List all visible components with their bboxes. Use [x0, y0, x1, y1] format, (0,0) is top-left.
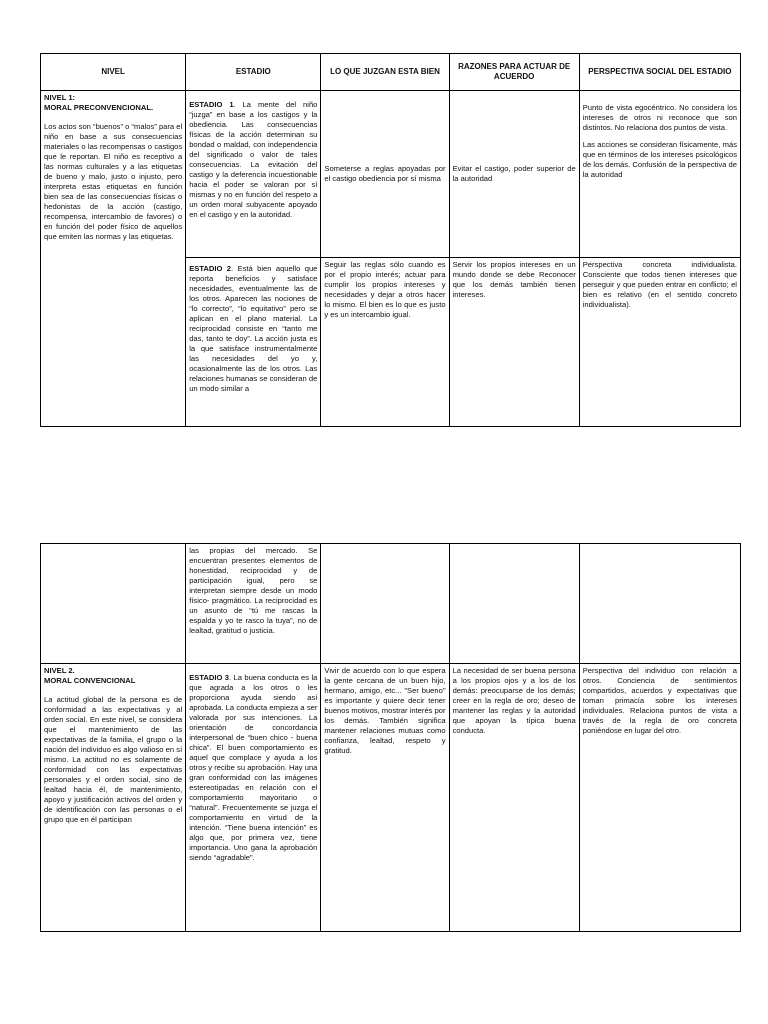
- estadio3-cell: [186, 664, 321, 932]
- estadio1-juzgan: Someterse a reglas apoyadas por el castigo obediencia por sí misma: [321, 91, 449, 258]
- estadio2-text-part1: . Está bien aquello que reporta beneficios y satisface necesidades, eventualmente las de los otros. Aparecen las nociones de “lo correcto”, “lo equitativo” pero se aplican en el plano material. La reciprocidad consiste en “tanto me das, tanto te doy”. La acción justa es la que satisface instrumentalmente las necesidades del yo y, ocasionalmente las de los otros. Las relaciones humanas se consideran de un modo similar a: [189, 264, 318, 394]
- estadio3-label: ESTADIO 3: [189, 673, 230, 682]
- header-estadio: ESTADIO: [186, 54, 321, 91]
- kohlberg-table-page1: [40, 53, 741, 427]
- nivel2-title: NIVEL 2.: [44, 666, 75, 675]
- header-nivel: NIVEL: [41, 54, 186, 91]
- nivel1-cell: [41, 91, 186, 427]
- estadio2-razones: Servir los propios intereses en un mundo donde se debe Reconocer que los demás también tienen intereses.: [449, 258, 579, 427]
- continuation-empty-juzgan: [321, 544, 449, 664]
- estadio2-juzgan: Seguir las reglas sólo cuando es por el propio interés; actuar para cumplir los propios intereses y necesidades y dejar a otros hacer lo mismo. El bien es lo que es justo y es un intercambio igual.: [321, 258, 449, 427]
- nivel1-title: NIVEL 1:: [44, 93, 76, 102]
- continuation-empty-razones: [449, 544, 579, 664]
- nivel1-description: Los actos son “buenos” o “malos” para el niño en base a sus consecuencias materiales o las recompensas o castigos que le reportan. El niño es receptivo a las normas culturales y a las etiquetas de bueno y malo, justo o injusto, pero interpreta estas etiquetas en función bien sea de las consecuencias físicas o hedonistas de la acción (castigo, recompensa, intercambio de favores) o en función del poder físico de aquellos que emiten las normas y las etiquetas.: [44, 122, 183, 242]
- estadio2-label: ESTADIO 2: [189, 264, 232, 273]
- estadio1-perspectiva: [579, 91, 740, 258]
- continuation-empty-perspectiva: [579, 544, 740, 664]
- estadio3-juzgan: Vivir de acuerdo con lo que espera la gente cercana de un buen hijo, hermano, amigo, etc... "Ser bueno" es importante y quiere decir tener buenos motivos, mostrar interés por los demás. También significa mantener relaciones mutuas como confianza, lealtad, respeto y gratitud.: [321, 664, 449, 932]
- estadio3-text: . La buena conducta es la que agrada a los otros o les proporciona ayuda siendo así aprobada. La conducta empieza a ser valorada por sus intenciones. La orientación de concordancia interpersonal de “buen chico - buena chica”. El buen comportamiento es aquel que complace y ayuda a los otros y recibe su aprobación. Hay una gran conformidad con las imágenes estereotipadas en relación con el comportamiento mayoritario o “natural”. Frecuentemente se juzga el comportamiento en virtud de la intención. “Tiene buena intención” es algo que, por primera vez, tiene importancia. Uno gana la aprobación siendo “agradable”.: [189, 673, 318, 863]
- estadio2-cell-part1: [186, 258, 321, 427]
- header-perspectiva: PERSPECTIVA SOCIAL DEL ESTADIO: [579, 54, 740, 91]
- estadio3-razones: La necesidad de ser buena persona a los propios ojos y a los de los demás: preocuparse de los demás; creer en la regla de oro; deseo de mantener las reglas y la autoridad que apoyan la típica buena conducta.: [449, 664, 579, 932]
- continuation-empty-nivel: [41, 544, 186, 664]
- estadio2-cell-part2: las propias del mercado. Se encuentran presentes elementos de honestidad, reciprocidad y de participación igual, pero se interpretan siempre desde un modo físico- pragmático. La reciprocidad es un asunto de “tú me rascas la espalda y yo te rasco la tuya”, no de lealtad, gratitud o justicia.: [186, 544, 321, 664]
- kohlberg-table-page2: [40, 543, 741, 932]
- estadio1-perspectiva-p1: Punto de vista egocéntrico. No considera los intereses de otros ni reconoce que son distintos. No relaciona dos puntos de vista.: [582, 103, 737, 133]
- nivel2-cell: [41, 664, 186, 932]
- estadio1-perspectiva-p2: Las acciones se consideran físicamente, más que en términos de los intereses psicológicos de los demás. Confusión de la perspectiva de la autoridad: [582, 140, 737, 180]
- header-razones: RAZONES PARA ACTUAR DE ACUERDO: [449, 54, 579, 91]
- nivel1-subtitle: MORAL PRECONVENCIONAL.: [44, 103, 154, 113]
- estadio1-label: ESTADIO 1: [189, 100, 234, 109]
- estadio3-perspectiva: Perspectiva del individuo con relación a otros. Conciencia de sentimientos compartidos, acuerdos y expectativas que toman primacía sobre los intereses individuales. Relaciona puntos de vista a través de la regla de oro concreta poniéndose en lugar del otro.: [579, 664, 740, 932]
- estadio1-razones: Evitar el castigo, poder superior de la autoridad: [449, 91, 579, 258]
- estadio1-cell: [186, 91, 321, 258]
- estadio2-perspectiva: Perspectiva concreta individualista. Consciente que todos tienen intereses que perseguir y que pueden entrar en conflicto; el bien es relativo (en el sentido concreto individualista).: [579, 258, 740, 427]
- header-juzgan: LO QUE JUZGAN ESTA BIEN: [321, 54, 449, 91]
- estadio1-text: . La mente del niño “juzga” en base a los castigos y la obediencia. Las consecuencias físicas de la acción determinan su bondad o maldad, con independencia del significado o valor de tales consecuencias. La evitación del castigo y la deferencia incuestionable hacia el poder se valoran por sí mismas y no en función del respeto a un orden moral subyacente apoyado en el castigo y en la autoridad.: [189, 100, 318, 220]
- nivel2-description: La actitud global de la persona es de conformidad a las expectativas y al orden social. En este nivel, se considera que el mantenimiento de las expectativas de la familia, el grupo o la nación del individuo es algo valioso en sí mismo. La actitud no es solamente de conformidad con las expectativas personales y el orden social, sino de lealtad hacia él, de mantenimiento, apoyo y justificación activos del orden y de identificación con las personas o el grupo que en él participan: [44, 695, 183, 825]
- nivel2-subtitle: MORAL CONVENCIONAL: [44, 676, 136, 686]
